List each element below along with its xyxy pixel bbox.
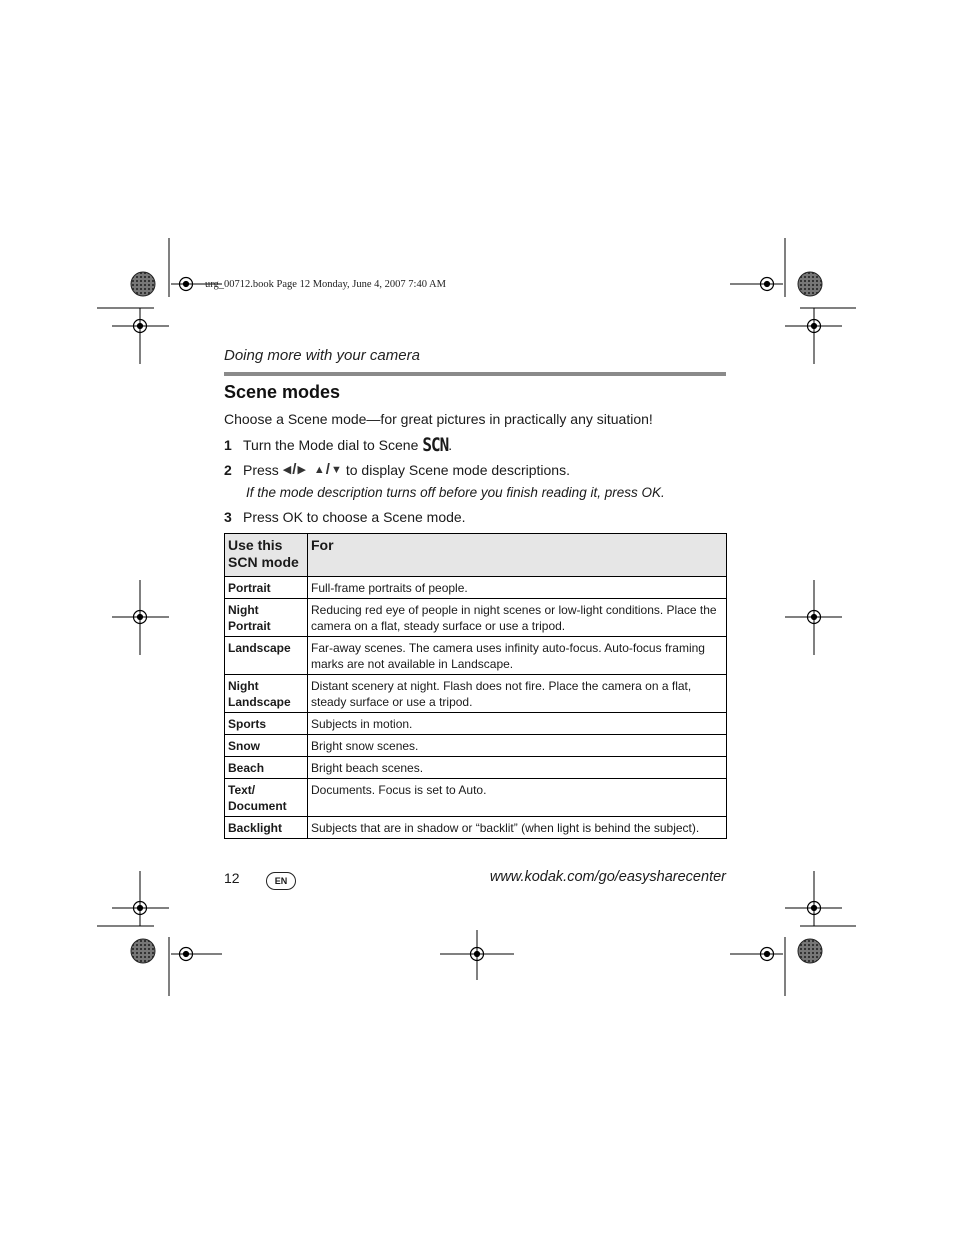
column-header-mode: Use this SCN mode: [225, 534, 308, 577]
table-header-row: [225, 534, 727, 577]
step-text-end: .: [448, 436, 453, 453]
mode-name: Beach: [225, 757, 308, 779]
mode-description: Subjects that are in shadow or “backlit” (when light is behind the subject).: [308, 817, 727, 839]
table-row: [225, 735, 727, 757]
step-number: 2: [224, 461, 232, 478]
mode-name: Sports: [225, 713, 308, 735]
mode-description: Full-frame portraits of people.: [308, 577, 727, 599]
table-row: [225, 637, 727, 675]
step-3: [224, 509, 466, 525]
mode-name: Night Portrait: [225, 599, 308, 637]
column-header-for: For: [308, 534, 727, 577]
header-rule: [224, 372, 726, 376]
table-row: [225, 757, 727, 779]
scene-mode-icon: SCN: [422, 433, 449, 456]
intro-text: Choose a Scene mode—for great pictures in practically any situation!: [224, 411, 653, 427]
mode-description: Documents. Focus is set to Auto.: [308, 779, 727, 817]
step-2: [224, 461, 570, 478]
table-row: [225, 779, 727, 817]
mode-description: Bright snow scenes.: [308, 735, 727, 757]
footer-url: www.kodak.com/go/easysharecenter: [489, 869, 726, 885]
table-row: [225, 817, 727, 839]
table-row: [225, 599, 727, 637]
mode-name: Night Landscape: [225, 675, 308, 713]
book-info-line: urg_00712.book Page 12 Monday, June 4, 2007 7:40 AM: [205, 279, 446, 290]
language-badge: EN: [266, 872, 296, 890]
step-number: 3: [224, 509, 232, 525]
step-1: [224, 435, 452, 454]
page-number: 12: [224, 870, 240, 886]
mode-name: Text/ Document: [225, 779, 308, 817]
step-number: 1: [224, 436, 232, 453]
step-text: Press OK to choose a Scene mode.: [243, 509, 466, 525]
table-row: [225, 675, 727, 713]
scene-modes-table: [224, 533, 727, 839]
mode-description: Reducing red eye of people in night scenes or low-light conditions. Place the camera on a flat, steady surface or use a tripod.: [308, 599, 727, 637]
table-row: [225, 577, 727, 599]
mode-name: Landscape: [225, 637, 308, 675]
table-row: [225, 713, 727, 735]
up-down-arrow-icon: ▲ / ▼: [313, 461, 342, 478]
section-header: Doing more with your camera: [224, 347, 420, 364]
left-right-arrow-icon: ◀ / ▶: [282, 461, 306, 478]
step-text: Press: [243, 461, 279, 478]
mode-name: Backlight: [225, 817, 308, 839]
mode-description: Subjects in motion.: [308, 713, 727, 735]
mode-description: Bright beach scenes.: [308, 757, 727, 779]
mode-name: Snow: [225, 735, 308, 757]
step-text: Turn the Mode dial to Scene: [243, 436, 419, 453]
mode-description: Far-away scenes. The camera uses infinity auto-focus. Auto-focus framing marks are not available in Landscape.: [308, 637, 727, 675]
step-text-end: to display Scene mode descriptions.: [345, 461, 570, 478]
mode-description: Distant scenery at night. Flash does not fire. Place the camera on a flat, steady surface or use a tripod.: [308, 675, 727, 713]
page-title: Scene modes: [224, 382, 341, 402]
step-note: If the mode description turns off before you finish reading it, press OK.: [246, 485, 665, 500]
mode-name: Portrait: [225, 577, 308, 599]
